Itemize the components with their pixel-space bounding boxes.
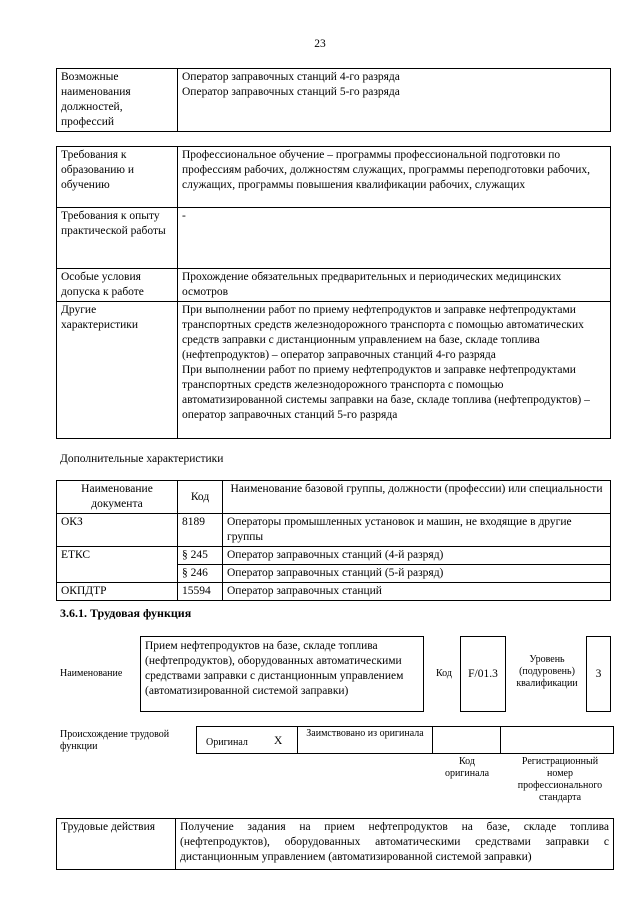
origin-label: Происхождение трудовой функции xyxy=(60,729,170,752)
origin-mark: X xyxy=(274,735,283,747)
education-value: Профессиональное обучение – программы профессиональной подготовки по профессиям рабочих, должностям служащих, программы переподготовки рабочих, служащих, программы повышения квалификации рабочих, служащих xyxy=(178,147,611,208)
other-value-1: При выполнении работ по приему нефтепродуктов и заправке нефтепродуктами транспортных средств железнодорожного транспорта с помощью автоматических средств заправки с дистанционным управлением на базе, складе топлива (нефтепродуктов) – оператор заправочных станций 4-го разряда xyxy=(182,304,584,361)
row-etks-name-1: Оператор заправочных станций (4-й разряд) xyxy=(223,547,611,565)
row-etks-doc: ЕТКС xyxy=(57,547,178,583)
function-code-label: Код xyxy=(436,668,452,679)
education-label: Требования к образованию и обучению xyxy=(57,147,178,208)
actions-value: Получение задания на прием нефтепродуктов на базе, складе топлива (нефтепродуктов), оборудованных автоматическими средствами заправки с дистанционным управлением (автоматизированной системой заправки) xyxy=(176,819,614,870)
origin-code-original: Код оригинала xyxy=(444,756,490,779)
row-okz-code: 8189 xyxy=(178,514,223,547)
admission-value: Прохождение обязательных предварительных и периодических медицинских осмотров xyxy=(178,269,611,302)
requirements-table xyxy=(56,146,611,439)
actions-label: Трудовые действия xyxy=(57,819,176,870)
position-5: Оператор заправочных станций 5-го разряда xyxy=(182,86,400,98)
row-etks-name-2: Оператор заправочных станций (5-й разряд) xyxy=(223,565,611,583)
positions-values xyxy=(178,69,611,132)
positions-table xyxy=(56,68,611,132)
additional-table xyxy=(56,480,611,601)
admission-label: Особые условия допуска к работе xyxy=(57,269,178,302)
function-level-label: Уровень (подуровень) квалификации xyxy=(516,654,578,689)
origin-borrowed: Заимствовано из оригинала xyxy=(306,728,424,739)
row-etks-code-1: § 245 xyxy=(178,547,223,565)
function-level-value: 3 xyxy=(586,636,611,712)
row-okz-doc: ОКЗ xyxy=(57,514,178,547)
positions-label: Возможные наименования должностей, профессий xyxy=(57,69,178,132)
page-number: 23 xyxy=(314,38,326,50)
experience-value: - xyxy=(178,208,611,269)
header-doc: Наименование документа xyxy=(57,481,178,514)
row-okpdtr-doc: ОКПДТР xyxy=(57,583,178,601)
function-title: 3.6.1. Трудовая функция xyxy=(60,606,192,620)
origin-original: Оригинал xyxy=(206,737,248,748)
experience-label: Требования к опыту практической работы xyxy=(57,208,178,269)
actions-table xyxy=(56,818,614,870)
row-okpdtr-code: 15594 xyxy=(178,583,223,601)
origin-divider-3 xyxy=(500,726,501,754)
additional-heading: Дополнительные характеристики xyxy=(60,453,224,465)
other-value-2: При выполнении работ по приему нефтепродуктов и заправке нефтепродуктами транспортных средств железнодорожного транспорта с помощью автоматизированной системы заправки на базе, складе топлива (нефтепродуктов) – оператор заправочных станций 5-го разряда xyxy=(182,364,590,421)
other-value xyxy=(178,302,611,439)
function-name-label: Наименование xyxy=(60,668,123,679)
position-4: Оператор заправочных станций 4-го разряда xyxy=(182,71,400,83)
header-code: Код xyxy=(178,481,223,514)
origin-divider-2 xyxy=(432,726,433,754)
row-okz-name: Операторы промышленных установок и машин, не входящие в другие группы xyxy=(223,514,611,547)
other-label: Другие характеристики xyxy=(57,302,178,439)
function-name-value: Прием нефтепродуктов на базе, складе топлива (нефтепродуктов), оборудованных автоматическими средствами заправки с дистанционным управлением (автоматизированной системой заправки) xyxy=(140,636,424,712)
header-name: Наименование базовой группы, должности (профессии) или специальности xyxy=(223,481,611,514)
origin-reg-number: Регистрационный номер профессионального стандарта xyxy=(517,756,603,803)
row-okpdtr-name: Оператор заправочных станций xyxy=(223,583,611,601)
function-code-value: F/01.3 xyxy=(460,636,506,712)
row-etks-code-2: § 246 xyxy=(178,565,223,583)
